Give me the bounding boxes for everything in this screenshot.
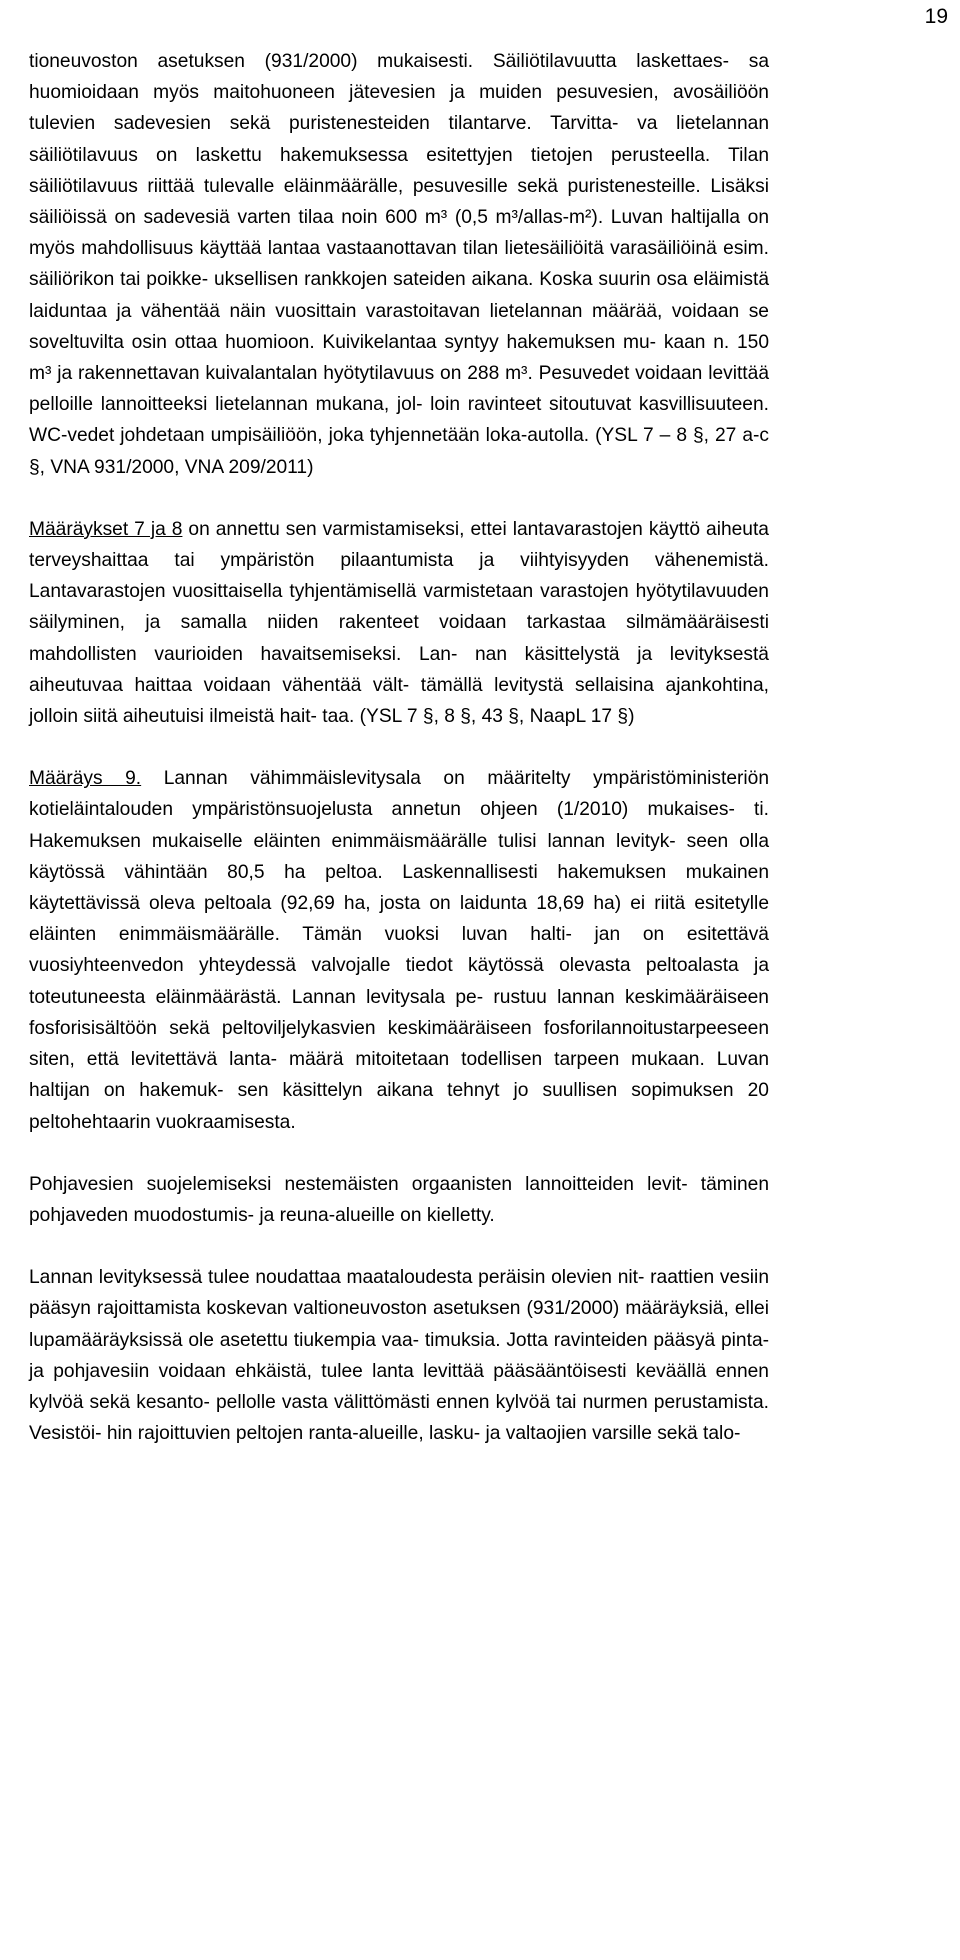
text-line: hin rajoittuvien peltojen ranta-alueille, lasku- ja valtaojien varsille sekä talo- [106,1423,741,1445]
text-line: Lannan vähimmäislevitysala on määritelty ympäristöministeriön [141,768,769,790]
text-line: keskimääräiseen fosforilannoitustarpeeseen siten, että levitettävä lanta- [29,1017,769,1071]
paragraph-regulation-9 [29,763,769,1137]
text-line: loin ravinteet sitoutuvat kasvillisuuteen. WC-vedet johdetaan umpisäiliöön, [29,394,769,447]
text-line: Pesuvedet voidaan levittää pelloille lannoitteeksi lietelannan mukana, jol- [29,363,769,416]
text-line: Pohjavesien suojelemiseksi nestemäisten orgaanisten lannoitteiden levit- [29,1173,688,1195]
text-line: tämällä levitystä sellaisina ajankohtina, jolloin siitä aiheutuisi ilmeistä hait- [29,674,770,728]
text-line: raattien vesiin pääsyn rajoittamista koskevan valtioneuvoston asetuksen [29,1267,769,1320]
text-line: avosäiliöön tulevien sadevesien sekä puristenesteiden tilantarve. Tarvitta- [29,82,769,135]
text-line: olevasta peltoalasta ja toteutuneesta eläinmäärästä. Lannan levitysala pe- [29,955,769,1008]
text-line: seen olla käytössä vähintään 80,5 ha peltoa. Laskennallisesti hakemuksen [29,830,769,883]
text-line: timuksia. Jotta ravinteiden pääsyä pinta- ja pohjavesiin voidaan ehkäistä, [29,1329,769,1382]
text-line: rustuu lannan keskimääräiseen fosforisisältöön sekä peltoviljelykasvien [29,986,769,1039]
text-line: tarkastaa silmämääräisesti mahdollisten vaurioiden havaitsemiseksi. Lan- [29,612,769,665]
text-line: taa. (YSL 7 §, 8 §, 43 §, NaapL 17 §) [322,706,635,728]
text-line: vuokraamisesta. [155,1111,296,1133]
paragraph-storage-volume [29,46,769,483]
text-line: perusteella. Tilan säiliötilavuus riittää tulevalle eläinmäärälle, pesuvesille [29,144,769,197]
text-line: jan on esitettävä vuosiyhteenvedon yhteydessä valvojalle tiedot käytössä [29,924,769,977]
text-line: tulee lanta levittää pääsääntöisesti keväällä ennen kylvöä sekä kesanto- [29,1360,769,1413]
regulation-heading: Määräykset 7 ja 8 [29,518,183,540]
text-line: ja vähentää näin vuosittain varastoitavan lietelannan määrää, voidaan se [116,300,769,322]
regulation-heading: Määräys 9. [29,768,142,790]
text-line: sen käsittelyn aikana tehnyt jo suullisen sopimuksen 20 peltohehtaarin [29,1080,769,1133]
paragraph-gap [29,732,769,763]
text-line: Lannan levityksessä tulee noudattaa maataloudesta peräisin olevien nit- [29,1267,645,1289]
text-line: kotieläintalouden ympäristönsuojelusta annetun ohjeen (1/2010) mukaises- [29,799,735,821]
text-line: sa huomioidaan myös maitohuoneen jätevesien ja muiden pesuvesien, [29,51,769,104]
text-line: ha) ei riitä esitetylle eläinten enimmäismäärälle. Tämän vuoksi luvan halti- [29,893,769,946]
text-line: vähenemistä. Lantavarastojen vuosittaisella tyhjentämisellä varmistetaan [29,550,769,603]
text-line: uksellisen rankkojen sateiden aikana. Koska suurin osa eläimistä laiduntaa [29,269,769,322]
text-line: on annettu sen varmistamiseksi, ettei lantavarastojen [182,518,643,540]
paragraph-groundwater [29,1169,769,1231]
text-line: (931/2000) määräyksiä, ellei lupamääräyksissä ole asetettu tiukempia vaa- [29,1298,769,1351]
text-line: vastaanottavan tilan lietesäiliöitä varasäiliöinä esim. säiliörikon tai poikke- [29,238,769,291]
paragraph-regulations-7-8 [29,514,769,732]
paragraph-nitrates-decree [29,1262,769,1449]
paragraph-gap [29,1231,769,1262]
page-number: 19 [924,5,948,28]
text-line: pellolle vasta välittömästi ennen kylvöä tai nurmen perustamista. Vesistöi- [29,1391,769,1445]
document-body [29,46,769,1449]
text-line: määrä mitoitetaan todellisen tarpeen mukaan. Luvan haltijan on hakemuk- [29,1049,769,1102]
text-line: mukainen käytettävissä oleva peltoala (92,69 ha, josta on laidunta 18,69 [29,861,769,915]
text-line: m³ (0,5 m³/allas-m²). Luvan haltijalla on myös mahdollisuus käyttää lantaa [29,207,769,260]
text-line: soveltuvilta osin ottaa huomioon. Kuivikelantaa syntyy hakemuksen mu- [29,331,657,353]
text-line: sekä puristenesteille. Lisäksi säiliöissä on sadevesiä varten tilaa noin 600 [29,175,769,229]
text-line: kaan n. 150 m³ ja rakennettavan kuivalantalan hyötytilavuus on 288 m³. [29,331,769,385]
text-line: varastojen hyötytilavuuden säilyminen, ja samalla niiden rakenteet voidaan [29,581,769,634]
text-line: nan käsittelystä ja levityksestä aiheutuvaa haittaa voidaan vähentää vält- [29,643,769,696]
text-line: joka tyhjennetään loka-autolla. (YSL 7 – 8 §, 27 a-c §, VNA 931/2000, VNA [29,425,769,478]
paragraph-gap [29,1138,769,1169]
paragraph-gap [29,483,769,514]
text-line: ti. Hakemuksen mukaiselle eläinten enimmäismäärälle tulisi lannan levityk- [29,799,769,852]
text-line: täminen pohjaveden muodostumis- ja reuna-alueille on kielletty. [29,1173,769,1226]
text-line: tioneuvoston asetuksen (931/2000) mukaisesti. Säiliötilavuutta laskettaes- [29,51,730,72]
text-line: 209/2011) [228,456,314,478]
text-line: käyttö aiheuta terveyshaittaa tai ympäristön pilaantumista ja viihtyisyyden [29,518,769,572]
text-line: va lietelannan säiliötilavuus on laskettu hakemuksessa esitettyjen tietojen [29,113,769,166]
